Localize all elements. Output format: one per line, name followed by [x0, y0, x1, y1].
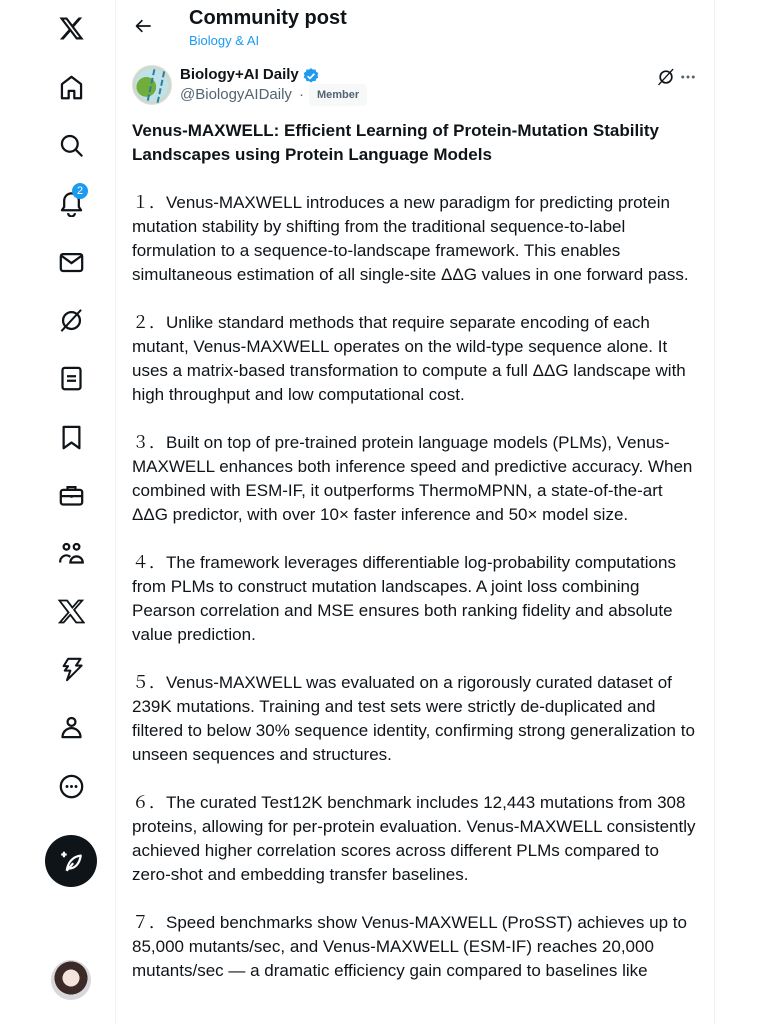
author-name[interactable]: Biology+AI Daily: [180, 66, 299, 83]
profile-icon: [58, 714, 85, 741]
home-icon: [58, 74, 85, 101]
lightning-icon: [58, 656, 85, 683]
sidebar-item-lists[interactable]: [45, 352, 97, 404]
post-paragraph: ３．Built on top of pre-trained protein language models (PLMs), Venus-MAXWELL enhances both inference speed and predictive accuracy. When combined with ESM-IF, it outperforms ThermoMPNN, a state-of-the-art ΔΔG predictor, with over 10× faster inference and 50× model size.: [132, 433, 693, 524]
sidebar-item-premium[interactable]: [45, 585, 97, 637]
sidebar-item-profile[interactable]: [45, 701, 97, 753]
post-paragraph: ２．Unlike standard methods that require separate encoding of each mutant, Venus-MAXWELL operates on the wild-type sequence alone. It uses a matrix-based transformation to compute a full ΔΔG landscape with high throughput and low computational cost.: [132, 313, 686, 404]
post-paragraph: ６．The curated Test12K benchmark includes 12,443 mutations from 308 proteins, allowing for per-protein evaluation. Venus-MAXWELL consistently achieved higher correlation scores across different PLMs compared to zero-shot and embedding transfer baselines.: [132, 793, 696, 884]
communities-icon: [58, 540, 85, 567]
page-title: Community post: [189, 7, 347, 29]
sidebar-item-verified-orgs[interactable]: [45, 643, 97, 695]
post-paragraph: ５．Venus-MAXWELL was evaluated on a rigorously curated dataset of 239K mutations. Training and test sets were strictly de-duplicated and filtered to below 30% sequence identity, confirming strong generalization to unseen sequences and structures.: [132, 673, 695, 764]
sidebar-item-communities[interactable]: [45, 527, 97, 579]
grok-icon: [58, 307, 85, 334]
back-button[interactable]: [128, 10, 160, 42]
mail-icon: [58, 249, 85, 276]
sidebar: [0, 0, 116, 1024]
more-options-button[interactable]: [676, 65, 700, 89]
post-text: [132, 119, 702, 1007]
lists-icon: [58, 365, 85, 392]
sidebar-item-messages[interactable]: [45, 236, 97, 288]
sidebar-item-jobs[interactable]: [45, 469, 97, 521]
sidebar-item-grok[interactable]: [45, 294, 97, 346]
arrow-left-icon: [134, 16, 154, 36]
sidebar-item-notifications[interactable]: [45, 177, 97, 229]
sidebar-item-more[interactable]: [45, 760, 97, 812]
post-paragraph: １．Venus-MAXWELL introduces a new paradigm for predicting protein mutation stability by shifting from the traditional sequence-to-label formulation to a sequence-to-landscape framework. This enables simultaneous estimation of all single-site ΔΔG values in one forward pass.: [132, 193, 689, 284]
post-paragraph: ７．Speed benchmarks show Venus-MAXWELL (ProSST) achieves up to 85,000 mutants/sec, and Venus-MAXWELL (ESM-IF) reaches 20,000 mutants/sec — a dramatic efficiency gain compared to baselines like: [132, 913, 687, 980]
post-paragraph: ４．The framework leverages differentiable log-probability computations from PLMs to construct mutation landscapes. A joint loss combining Pearson correlation and MSE ensures both ranking fidelity and absolute value prediction.: [132, 553, 676, 644]
post-author: [132, 65, 700, 105]
verified-badge-icon: [302, 67, 320, 85]
x-logo-link[interactable]: [45, 2, 97, 54]
sidebar-item-explore[interactable]: [45, 119, 97, 171]
member-badge: Member: [309, 84, 367, 106]
community-link[interactable]: Biology & AI: [189, 33, 260, 48]
account-avatar[interactable]: [51, 960, 91, 1000]
more-horizontal-icon: [679, 68, 697, 86]
x-logo-icon: [58, 15, 85, 42]
sidebar-item-home[interactable]: [45, 61, 97, 113]
x-premium-icon: [58, 598, 85, 625]
post-title: Venus-MAXWELL: Efficient Learning of Protein-Mutation Stability Landscapes using Protein Language Models: [132, 121, 659, 164]
sidebar-item-bookmarks[interactable]: [45, 411, 97, 463]
briefcase-icon: [58, 482, 85, 509]
main-column: [115, 0, 715, 1024]
author-handle[interactable]: @BiologyAIDaily: [180, 86, 292, 103]
bookmark-icon: [58, 424, 85, 451]
notification-badge: 2: [72, 183, 88, 199]
search-icon: [58, 132, 85, 159]
grok-button[interactable]: [654, 65, 678, 89]
author-avatar[interactable]: [132, 65, 172, 105]
separator-dot: ·: [299, 86, 304, 103]
more-circle-icon: [58, 773, 85, 800]
page-header: [116, 0, 716, 56]
feather-plus-icon: [58, 848, 84, 874]
compose-post-button[interactable]: [45, 835, 97, 887]
grok-icon: [656, 67, 676, 87]
